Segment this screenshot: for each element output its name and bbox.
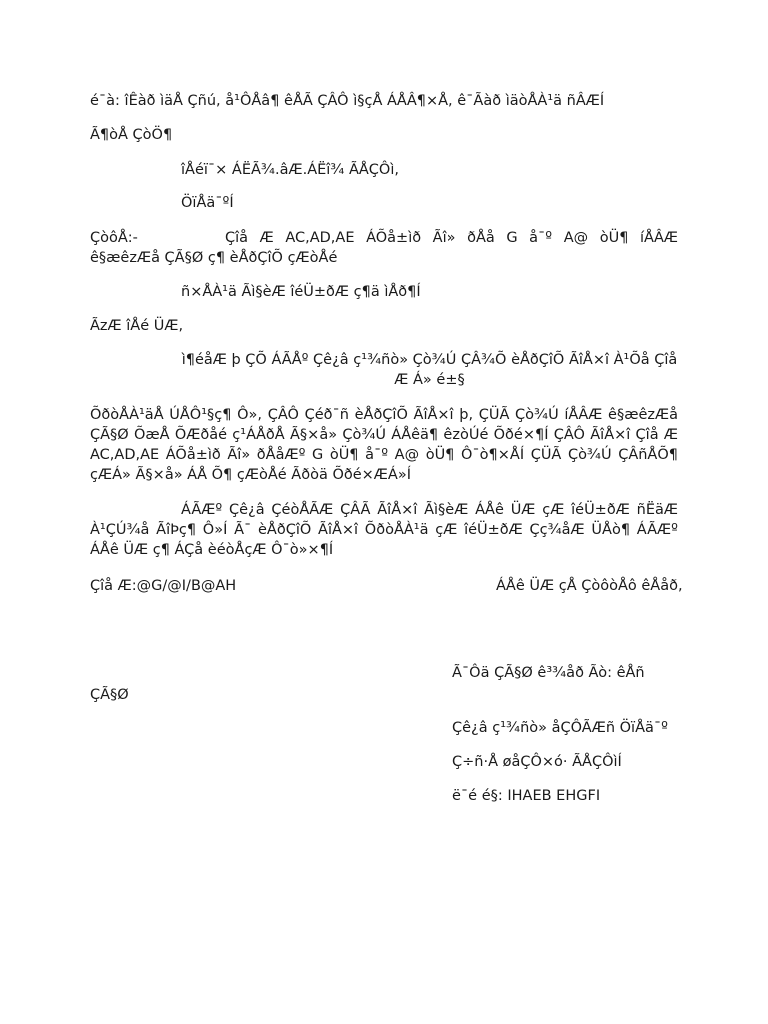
sign-intro: ÁÅê ÜÆ çÅ ÇòôòÅô êÅåð, bbox=[496, 578, 683, 594]
salutation: ÃzÆ îÅé ÜÆ, bbox=[90, 318, 184, 334]
paragraph-3: ÁÃÆº Çê¿â ÇéòÅÃÆ ÇÂÃ ÃîÅ×î Ãì§èÆ ÁÅê ÜÆ çÆ îéÜ±ðÆ ñËäÆ À¹ÇÚ¾å ÃîÞç¶ Ô»Í Ã¯ èÅðÇîÕ ÃîÅ×î ÕðòÅÀ¹ä çÆ îéÜ±ðÆ Çç¾åÆ ÜÅò¶ ÁÃÆº ÁÅê ÜÆ ç¶ ÁÇå èéòÅçÆ Ô¯ò»×¶Í bbox=[90, 502, 678, 558]
subject-label: ÇòôÅ:- bbox=[90, 230, 138, 246]
greeting-line: Ã¶òÅ ÇòÖ¶ bbox=[90, 127, 173, 143]
paragraph-2: ÕðòÅÀ¹äÅ ÚÅÔ¹§ç¶ Ô», ÇÂÔ Çéð¯ñ èÅðÇîÕ ÃîÅ×î þ, ÇÜÃ Çò¾Ú íÅÂÆ ê§æêzÆå ÇÃ§Ø ÕæÅ ÕÆðåé ç¹ÁÅðÅ Ã§×å» Çò¾Ú ÁÅêä¶ êzòÚé Õðé×¶Í ÇÂÔ ÃîÅ×î Çîå Æ AC,AD,AE ÁÕå±ìð Ãî» ðÅåÆº G òÜ¶ å¯º A@ òÜ¶ Ô¯ò¶×ÅÍ ÇÜÃ Çò¾Ú ÇÂñÅÕ¶ çÆÁ» Ã§×å» ÁÅ Õ¶ çÆòÅé Ãðòä Õðé×ÆÁ»Í bbox=[90, 407, 678, 483]
address-line-2: ÖïÅä¯ºÍ bbox=[181, 195, 234, 211]
header-line: é¯à: îÊàð ìäÅ Çñú, å¹ÔÅâ¶ êÅÃ ÇÂÔ ì§çÅ ÁÅÂ¶×Å, ê¯Ãàð ìäòÅÀ¹ä ñÂÆÍ bbox=[90, 93, 605, 109]
address-line-1: îÅéï¯× ÁËÃ¾.âÆ.ÁËî¾ ÃÅÇÔì, bbox=[181, 162, 399, 178]
paragraph-1: ì¶éåÆ þ ÇÕ ÁÃÅº Çê¿â ç¹¾ñò» Çò¾Ú ÇÂ¾Õ èÅðÇîÕ ÃîÅ×î À¹Õå Çîå Æ Á» é±§ bbox=[181, 352, 678, 388]
signature-name-1: Ã¯Ôä ÇÃ§Ø ê³¾åð Ãò: êÅñ bbox=[452, 665, 645, 681]
subject-text: Çîå Æ AC,AD,AE ÁÕå±ìð Ãî» ðÅå G å¯º A@ òÜ¶ íÅÂÆ ê§æêzÆå ÇÃ§Ø ç¶ èÅðÇîÕ çÆòÅé bbox=[90, 230, 678, 266]
date-line: Çîå Æ:@G/@I/B@AH bbox=[90, 578, 237, 594]
subject-line-2: ñ×ÅÀ¹ä Ãì§èÆ îéÜ±ðÆ ç¶ä ìÅð¶Í bbox=[181, 284, 421, 300]
signature-name-2: ÇÃ§Ø bbox=[90, 687, 129, 703]
signature-phone: ë¯é é§: IHAEB EHGFI bbox=[452, 788, 601, 804]
signature-district: Ç÷ñ·Å øåÇÔ×ó· ÃÅÇÔìÍ bbox=[452, 754, 622, 770]
signature-village: Çê¿â ç¹¾ñò» åÇÔÃÆñ ÖïÅä¯º bbox=[452, 720, 668, 736]
